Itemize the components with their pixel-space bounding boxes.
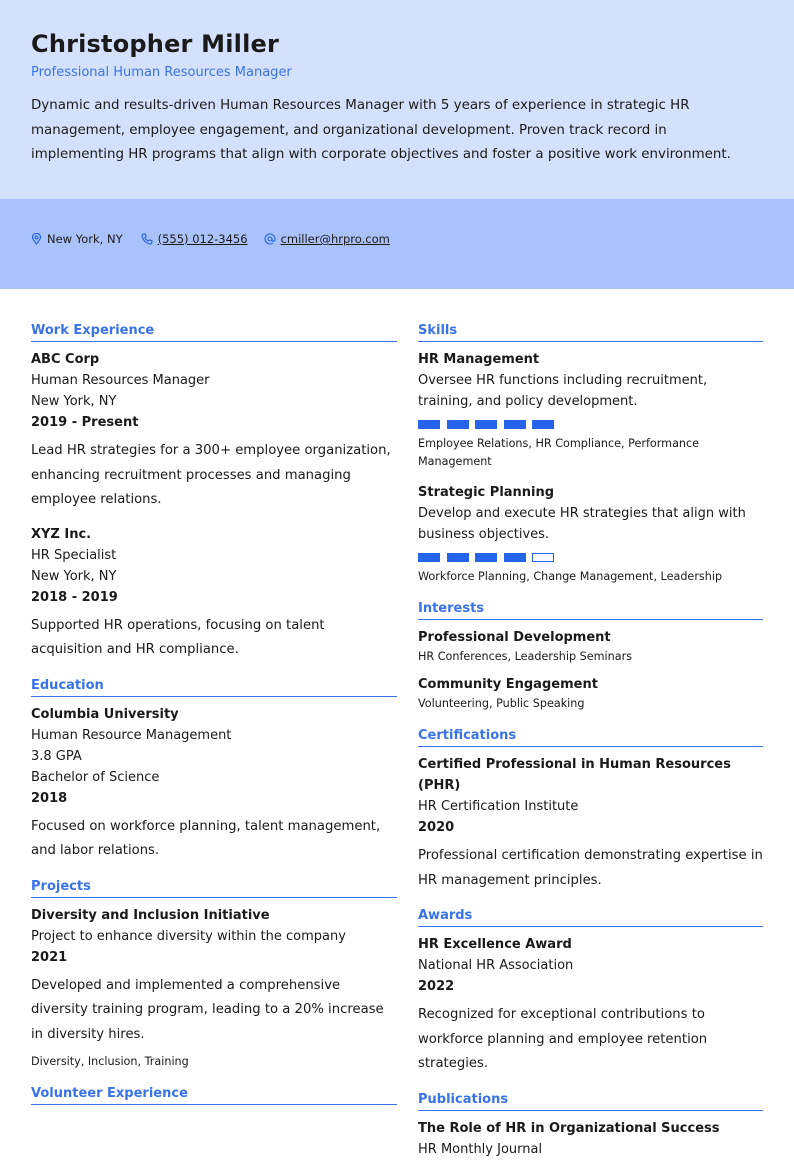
certification-year: 2020 — [418, 820, 455, 835]
skill-level-segment-filled — [418, 553, 440, 562]
work-position: Human Resources Manager — [31, 373, 210, 388]
award-year: 2022 — [418, 979, 455, 994]
section-title: Certifications — [418, 727, 763, 747]
contact-row — [31, 230, 400, 248]
skill-level-segment-filled — [418, 420, 440, 429]
certification-issuer: HR Certification Institute — [418, 799, 579, 814]
phone-icon — [141, 233, 153, 245]
section-title: Education — [31, 677, 397, 697]
work-position: HR Specialist — [31, 547, 117, 563]
education-year: 2018 — [31, 790, 68, 806]
work-entry — [31, 349, 397, 513]
skill-name: Strategic Planning — [418, 485, 555, 500]
skill-level-segment-filled — [447, 553, 469, 562]
skill-keywords: Workforce Planning, Change Management, Leadership — [418, 570, 723, 583]
skill-name: HR Management — [418, 352, 540, 367]
certification-name: Certified Professional in Human Resources (PHR) — [418, 757, 731, 793]
section-title: Work Experience — [31, 322, 397, 342]
work-dates: 2019 - Present — [31, 415, 139, 430]
interest-name: Professional Development — [418, 630, 611, 645]
phone-link[interactable]: (555) 012-3456 — [157, 232, 248, 246]
education-school: Columbia University — [31, 706, 179, 722]
project-keywords: Diversity, Inclusion, Training — [31, 1055, 189, 1068]
resume-header — [0, 0, 794, 199]
work-location: New York, NY — [31, 568, 117, 584]
section-title: Interests — [418, 600, 763, 620]
education-entry — [31, 704, 397, 864]
interest-keywords: HR Conferences, Leadership Seminars — [418, 650, 633, 663]
award-entry — [418, 934, 763, 1077]
skill-level-segment-filled — [504, 420, 526, 429]
right-column — [418, 322, 763, 1174]
section-title: Projects — [31, 878, 397, 898]
contact-phone[interactable] — [141, 232, 248, 246]
awards-section — [418, 907, 763, 1077]
interests-section — [418, 600, 763, 713]
volunteer-section — [31, 1085, 397, 1105]
certifications-section — [418, 727, 763, 893]
work-location: New York, NY — [31, 394, 117, 409]
left-column — [31, 322, 397, 1119]
interest-entry — [418, 674, 763, 713]
publications-section — [418, 1091, 763, 1160]
education-section — [31, 677, 397, 864]
work-dates: 2018 - 2019 — [31, 589, 118, 605]
skill-level-segment-filled — [504, 553, 526, 562]
interest-keywords: Volunteering, Public Speaking — [418, 697, 585, 710]
skill-entry — [418, 482, 763, 586]
work-description: Supported HR operations, focusing on talent acquisition and HR compliance. — [31, 617, 325, 657]
project-description: Developed and implemented a comprehensive diversity training program, leading to a 20% increase in diversity hires. — [31, 977, 384, 1042]
skill-description: Oversee HR functions including recruitment, training, and policy development. — [418, 373, 708, 409]
project-year: 2021 — [31, 949, 68, 965]
skill-level-segment-filled — [532, 420, 554, 429]
work-experience-section — [31, 322, 397, 663]
project-name: Diversity and Inclusion Initiative — [31, 907, 270, 923]
skill-level-segment-filled — [475, 553, 497, 562]
skill-level-segment-filled — [447, 420, 469, 429]
work-entry — [31, 524, 397, 663]
skills-section — [418, 322, 763, 586]
skill-entry — [418, 349, 763, 471]
skill-level-bars — [418, 553, 763, 562]
publication-publisher: HR Monthly Journal — [418, 1141, 543, 1157]
map-pin-icon — [31, 233, 42, 245]
certification-description: Professional certification demonstrating expertise in HR management principles. — [418, 848, 763, 888]
section-title: Awards — [418, 907, 763, 927]
work-description: Lead HR strategies for a 300+ employee organization, enhancing recruitment processes and managing employee relations. — [31, 443, 391, 507]
work-company: XYZ Inc. — [31, 526, 92, 542]
award-description: Recognized for exceptional contributions to workforce planning and employee retention strategies. — [418, 1007, 708, 1071]
candidate-role: Professional Human Resources Manager — [31, 65, 292, 80]
contact-location — [31, 232, 123, 246]
interest-entry — [418, 627, 763, 666]
section-title: Skills — [418, 322, 763, 342]
publication-name: The Role of HR in Organizational Success — [418, 1120, 720, 1136]
education-description: Focused on workforce planning, talent management, and labor relations. — [31, 818, 381, 858]
education-degree: Bachelor of Science — [31, 769, 160, 785]
contact-email[interactable] — [264, 232, 390, 246]
award-issuer: National HR Association — [418, 958, 574, 973]
education-gpa: 3.8 GPA — [31, 748, 82, 764]
project-summary: Project to enhance diversity within the company — [31, 928, 346, 944]
certification-entry — [418, 754, 763, 893]
candidate-name: Christopher Miller — [31, 30, 280, 58]
award-name: HR Excellence Award — [418, 937, 572, 952]
skill-description: Develop and execute HR strategies that align with business objectives. — [418, 506, 746, 542]
at-sign-icon — [264, 233, 276, 245]
education-field: Human Resource Management — [31, 727, 232, 743]
publication-entry — [418, 1118, 763, 1160]
skill-level-bars — [418, 420, 763, 429]
skill-level-segment-filled — [475, 420, 497, 429]
section-title: Volunteer Experience — [31, 1085, 397, 1105]
work-company: ABC Corp — [31, 352, 100, 367]
summary-text: Dynamic and results-driven Human Resources Manager with 5 years of experience in strategic HR management, employee engagement, and organizational development. Proven track record in implementing HR programs that align with corporate objectives and foster a positive work environment. — [31, 98, 731, 162]
skill-keywords: Employee Relations, HR Compliance, Performance Management — [418, 437, 700, 468]
projects-section — [31, 878, 397, 1072]
location-text: New York, NY — [47, 232, 123, 246]
skill-level-segment-empty — [532, 553, 554, 562]
interest-name: Community Engagement — [418, 677, 598, 692]
section-title: Publications — [418, 1091, 763, 1111]
email-link[interactable]: cmiller@hrpro.com — [280, 232, 390, 246]
project-entry — [31, 905, 397, 1072]
